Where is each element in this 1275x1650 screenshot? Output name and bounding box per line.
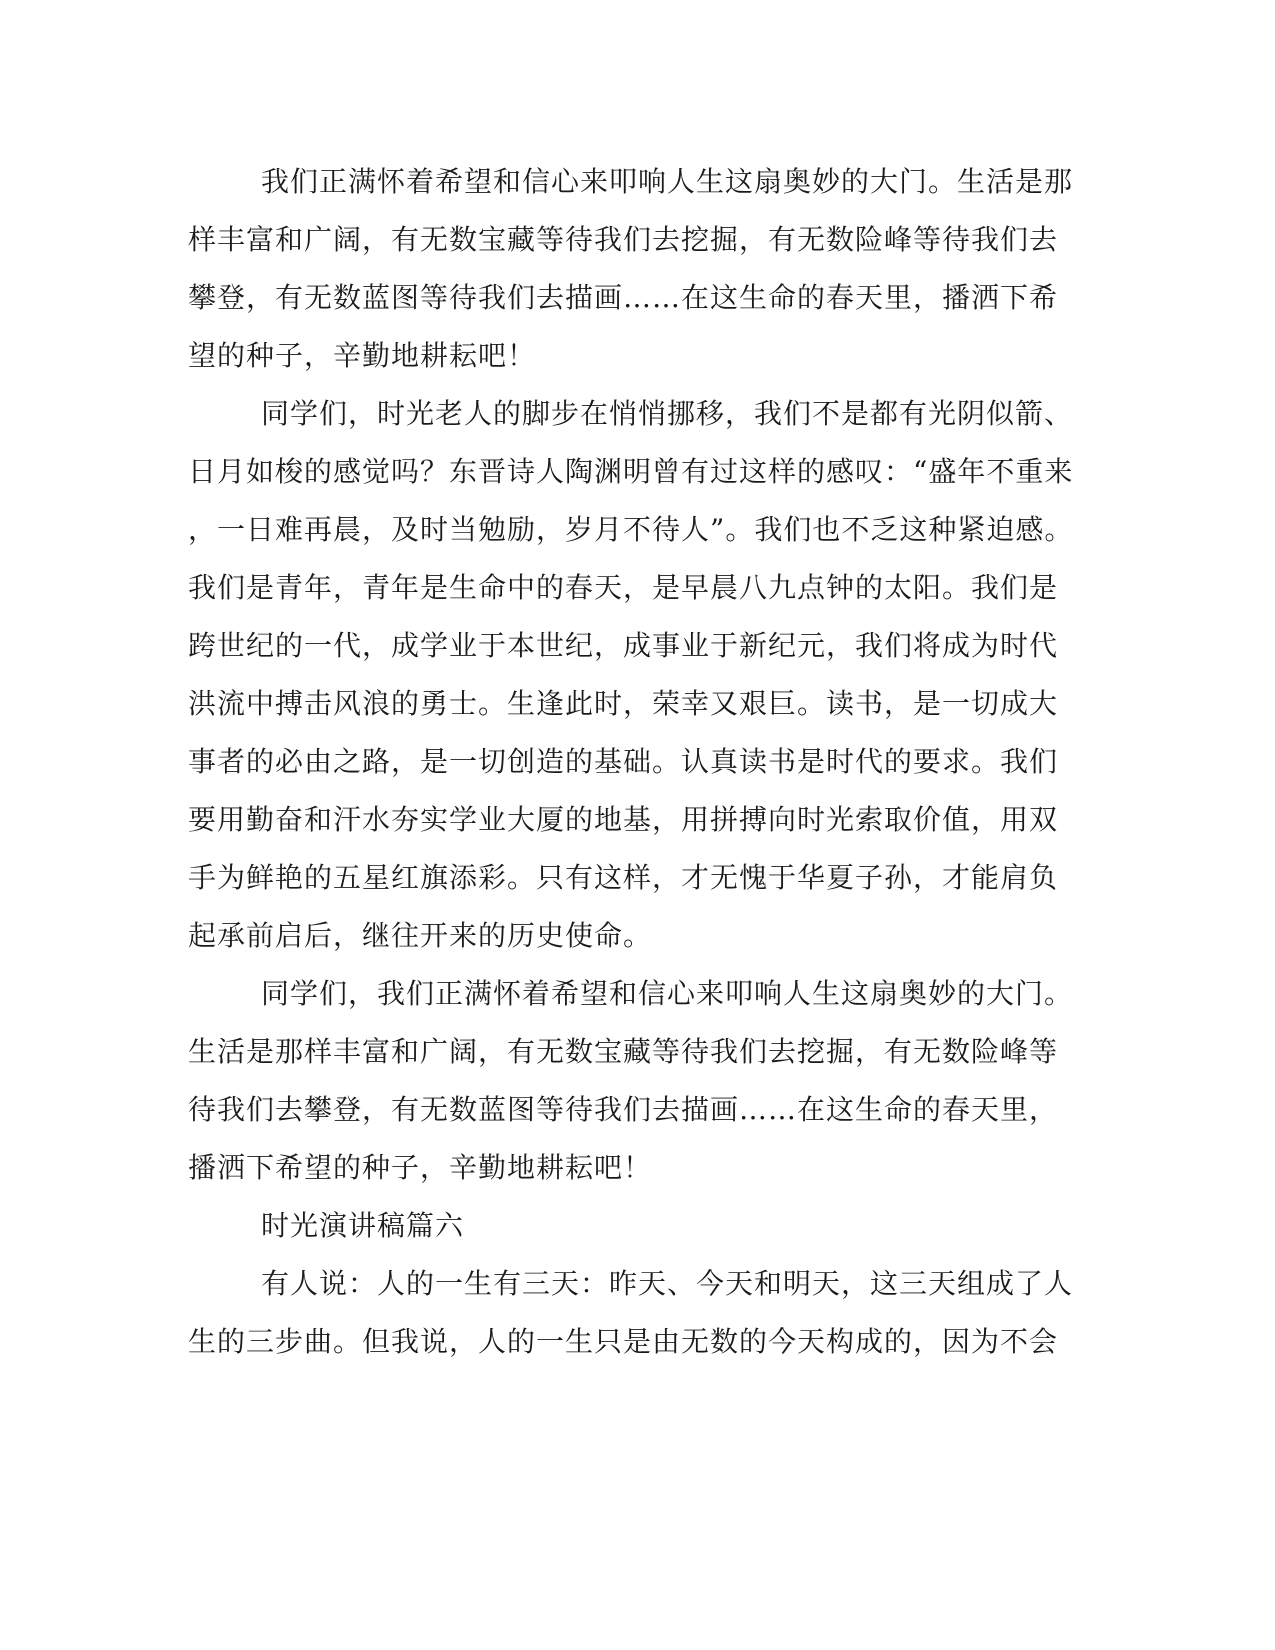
paragraph-4-line-1: 有人说：人的一生有三天：昨天、今天和明天，这三天组成了人 bbox=[261, 1267, 1074, 1300]
paragraph-2-line-7: 事者的必由之路，是一切创造的基础。认真读书是时代的要求。我们 bbox=[188, 745, 1059, 778]
paragraph-4-line-2: 生的三步曲。但我说，人的一生只是由无数的今天构成的，因为不会 bbox=[188, 1325, 1059, 1358]
paragraph-2-line-8: 要用勤奋和汗水夯实学业大厦的地基，用拼搏向时光索取价值，用双 bbox=[188, 803, 1059, 836]
paragraph-2-line-10: 起承前启后，继往开来的历史使命。 bbox=[188, 919, 653, 952]
paragraph-2-line-6: 洪流中搏击风浪的勇士。生逢此时，荣幸又艰巨。读书，是一切成大 bbox=[188, 687, 1059, 720]
paragraph-2-line-9: 手为鲜艳的五星红旗添彩。只有这样，才无愧于华夏子孙，才能肩负 bbox=[188, 861, 1059, 894]
paragraph-2-line-5: 跨世纪的一代，成学业于本世纪，成事业于新纪元，我们将成为时代 bbox=[188, 629, 1059, 662]
paragraph-2-line-1: 同学们，时光老人的脚步在悄悄挪移，我们不是都有光阴似箭、 bbox=[261, 397, 1074, 430]
paragraph-3-line-3: 待我们去攀登，有无数蓝图等待我们去描画……在这生命的春天里， bbox=[188, 1093, 1059, 1126]
paragraph-3-line-2: 生活是那样丰富和广阔，有无数宝藏等待我们去挖掘，有无数险峰等 bbox=[188, 1035, 1059, 1068]
paragraph-2-line-3: ，一日难再晨，及时当勉励，岁月不待人”。我们也不乏这种紧迫感。 bbox=[188, 513, 1074, 546]
paragraph-1-line-1: 我们正满怀着希望和信心来叩响人生这扇奥妙的大门。生活是那 bbox=[261, 165, 1074, 198]
paragraph-1-line-4: 望的种子，辛勤地耕耘吧！ bbox=[188, 339, 537, 372]
paragraph-3-line-1: 同学们，我们正满怀着希望和信心来叩响人生这扇奥妙的大门。 bbox=[261, 977, 1074, 1010]
paragraph-3-line-4: 播洒下希望的种子，辛勤地耕耘吧！ bbox=[188, 1151, 653, 1184]
section-heading: 时光演讲稿篇六 bbox=[261, 1209, 465, 1242]
paragraph-1-line-2: 样丰富和广阔，有无数宝藏等待我们去挖掘，有无数险峰等待我们去 bbox=[188, 223, 1059, 256]
paragraph-2-line-2: 日月如梭的感觉吗？东晋诗人陶渊明曾有过这样的感叹：“盛年不重来 bbox=[188, 455, 1074, 488]
paragraph-1-line-3: 攀登，有无数蓝图等待我们去描画……在这生命的春天里，播洒下希 bbox=[188, 281, 1059, 314]
paragraph-2-line-4: 我们是青年，青年是生命中的春天，是早晨八九点钟的太阳。我们是 bbox=[188, 571, 1059, 604]
